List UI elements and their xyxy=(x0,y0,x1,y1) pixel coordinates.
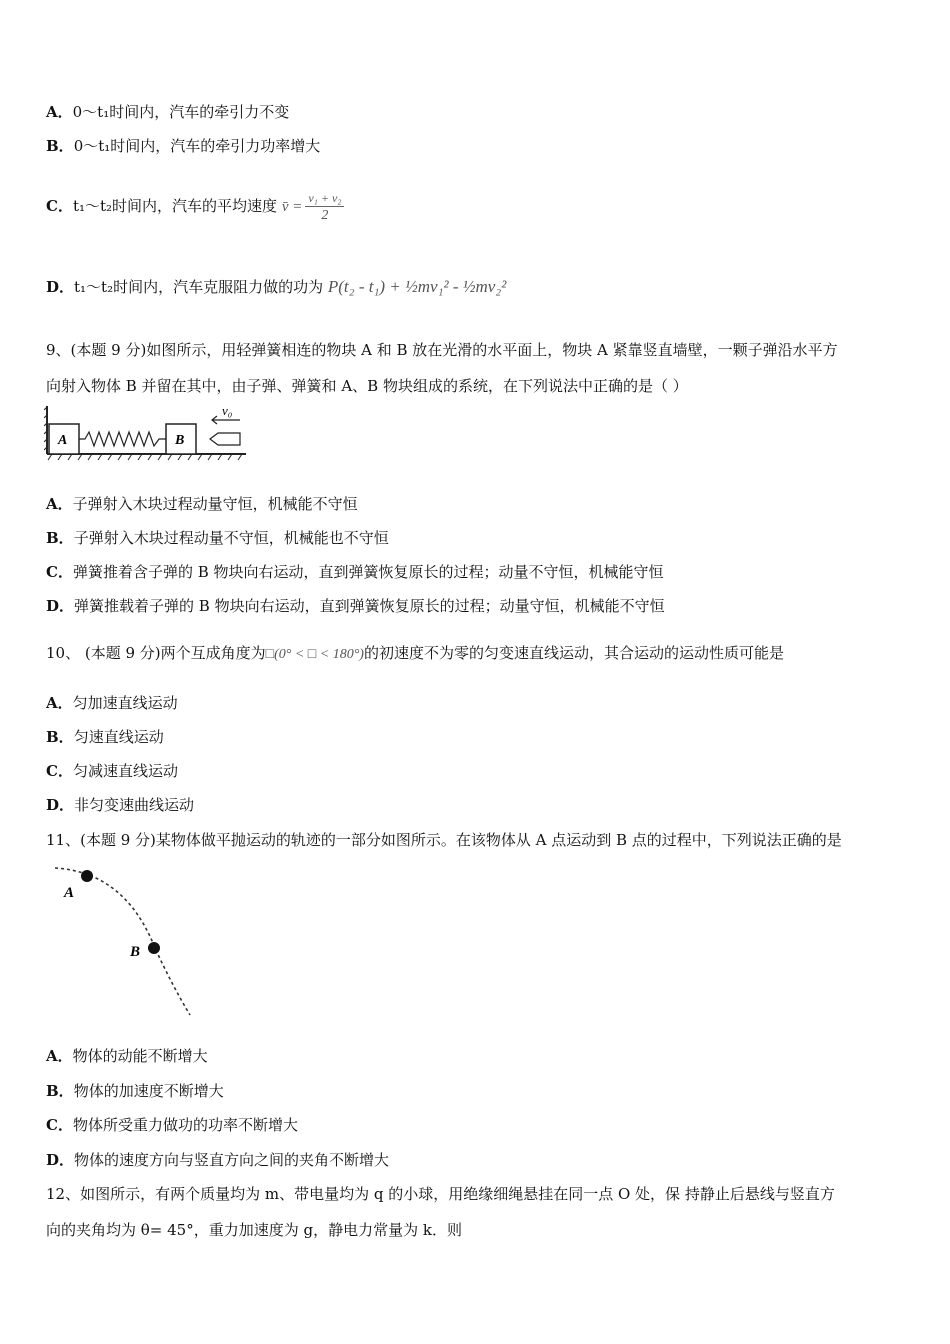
block-b-label: B xyxy=(175,433,185,448)
q11-option-d xyxy=(46,1150,389,1170)
q8-option-a xyxy=(46,102,289,122)
q11-stem: 11、(本题 9 分)某物体做平抛运动的轨迹的一部分如图所示。在该物体从 A 点运动到 B 点的过程中，下列说法正确的是 xyxy=(46,831,842,849)
option-key: A． xyxy=(46,103,73,121)
q10-stem-pre: 10、 (本题 9 分)两个互成角度为 xyxy=(46,644,266,662)
option-text: t₁～t₂时间内，汽车克服阻力做的功为 xyxy=(74,278,324,296)
point-b xyxy=(148,942,160,954)
q9-option-a xyxy=(46,494,358,514)
option-text: 物体的动能不断增大 xyxy=(72,1047,208,1065)
q10-option-c xyxy=(46,761,178,781)
spring xyxy=(79,432,166,446)
velocity-label: v₀ xyxy=(222,403,233,418)
option-key: C． xyxy=(46,563,73,581)
option-key: C． xyxy=(46,1116,73,1134)
option-key: D． xyxy=(46,278,75,296)
q8-option-c xyxy=(46,186,347,227)
option-text: 0～t₁时间内，汽车的牵引力功率增大 xyxy=(73,137,321,155)
option-key: C． xyxy=(46,762,73,780)
option-text: 弹簧推着含子弹的 B 物块向右运动，直到弹簧恢复原长的过程；动量不守恒，机械能守恒 xyxy=(72,563,664,581)
q10-option-d xyxy=(46,795,194,815)
q12-stem-line2: 向的夹角均为 θ= 45°，重力加速度为 g，静电力常量为 k．则 xyxy=(46,1221,462,1239)
option-text: 物体的加速度不断增大 xyxy=(73,1082,224,1100)
q8-option-d xyxy=(46,264,506,310)
q10-stem xyxy=(46,643,784,665)
option-key: C． xyxy=(46,197,73,215)
option-text: 匀速直线运动 xyxy=(73,728,164,746)
point-b-label: B xyxy=(130,944,141,960)
block-a-label: A xyxy=(58,433,68,448)
option-key: B． xyxy=(46,728,74,746)
q9-option-c xyxy=(46,562,664,582)
option-text: 匀减速直线运动 xyxy=(72,762,178,780)
q8-option-b xyxy=(46,136,320,156)
option-text: 子弹射入木块过程动量守恒，机械能不守恒 xyxy=(72,495,358,513)
option-key: D． xyxy=(46,796,75,814)
q11-option-c xyxy=(46,1115,298,1135)
formula-lhs: v̄ = xyxy=(281,199,303,215)
option-key: A． xyxy=(46,1047,73,1065)
q9-spring-block-figure xyxy=(44,402,250,462)
option-text: 子弹射入木块过程动量不守恒，机械能也不守恒 xyxy=(73,529,389,547)
point-a xyxy=(81,870,93,882)
q9-option-b xyxy=(46,528,389,548)
option-text: 弹簧推载着子弹的 B 物块向右运动，直到弹簧恢复原长的过程；动量守恒，机械能不守恒 xyxy=(74,597,665,615)
option-text: 0～t₁时间内，汽车的牵引力不变 xyxy=(72,103,290,121)
formula-denominator: 2 xyxy=(321,207,329,223)
option-key: A． xyxy=(46,495,73,513)
q11-option-a xyxy=(46,1046,208,1066)
q9-stem-line2: 向射入物体 B 并留在其中，由子弹、弹簧和 A、B 物块组成的系统，在下列说法中正确的是（ ） xyxy=(46,377,688,395)
q11-trajectory-figure xyxy=(50,860,200,1020)
point-a-label: A xyxy=(64,885,75,901)
option-text: 物体所受重力做功的功率不断增大 xyxy=(72,1116,298,1134)
q9-option-d xyxy=(46,596,665,616)
trajectory-curve xyxy=(55,868,190,1015)
q11-option-b xyxy=(46,1081,224,1101)
option-key: D． xyxy=(46,597,75,615)
q10-stem-post: 的初速度不为零的匀变速直线运动，其合运动的运动性质可能是 xyxy=(363,644,784,662)
bullet xyxy=(210,433,240,445)
q10-option-a xyxy=(46,693,178,713)
option-text: 匀加速直线运动 xyxy=(72,694,178,712)
option-key: B． xyxy=(46,529,74,547)
q10-option-b xyxy=(46,727,164,747)
option-key: D． xyxy=(46,1151,75,1169)
option-key: B． xyxy=(46,137,74,155)
option-text: 物体的速度方向与竖直方向之间的夹角不断增大 xyxy=(74,1151,390,1169)
option-text: t₁～t₂时间内，汽车的平均速度 xyxy=(72,197,278,215)
q9-stem-line1: 9、(本题 9 分)如图所示，用轻弹簧相连的物块 A 和 B 放在光滑的水平面上，物块 A 紧靠竖直墙壁，一颗子弹沿水平方 xyxy=(46,341,838,359)
q12-stem-line1: 12、如图所示，有两个质量均为 m、带电量均为 q 的小球，用绝缘细绳悬挂在同一点 O 处，保 持静止后悬线与竖直方 xyxy=(46,1185,835,1203)
option-key: B． xyxy=(46,1082,74,1100)
angle-range-math: □(0° < □ < 180°) xyxy=(265,647,364,662)
formula-numerator: v₁ + v₂ xyxy=(305,190,344,207)
work-formula: P(t₂ - t₁) + ½mv₁² - ½mv₂² xyxy=(327,277,507,296)
formula-fraction xyxy=(305,190,344,225)
option-text: 非匀变速曲线运动 xyxy=(74,796,195,814)
option-key: A． xyxy=(46,694,73,712)
